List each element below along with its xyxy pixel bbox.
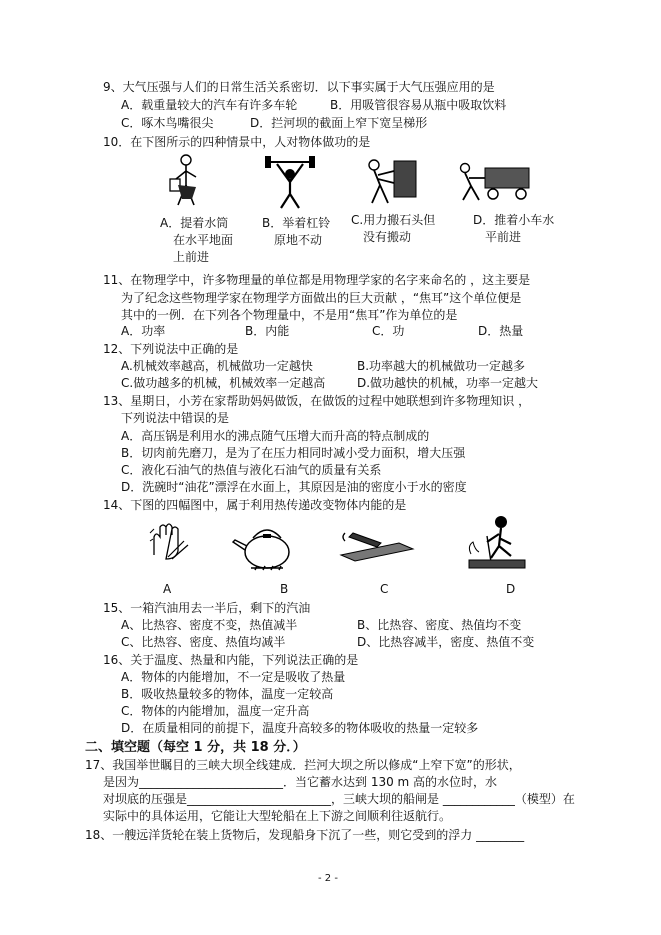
q12-option-a: A.机械效率越高，机械做功一定越快 [121, 359, 313, 373]
figure-holding-barbell [263, 154, 317, 210]
q13-option-b: B．切肉前先磨刀，是为了在压力相同时减小受力面积，增大压强 [121, 446, 466, 460]
q11-option-d: D．热量 [478, 324, 524, 338]
q10-caption-d1: D．推着小车水 [473, 213, 555, 227]
q17-line-4: 实际中的具体运用，它能让大型轮船在上下游之间顺利往返航行。 [103, 809, 452, 823]
q10-caption-a2: 在水平地面 [173, 233, 234, 247]
q15-option-d: D、比热容减半，密度、热值不变 [357, 635, 535, 649]
q13-option-c: C．液化石油气的热值与液化石油气的质量有关系 [121, 463, 382, 477]
q13-option-a: A．高压锅是利用水的沸点随气压增大而升高的特点制成的 [121, 429, 430, 443]
q12-option-b: B.功率越大的机械做功一定越多 [357, 359, 526, 373]
figure-kettle-on-stove [229, 520, 299, 572]
q15-option-b: B、比热容、密度、热值均不变 [357, 618, 522, 632]
figure-rubbing-hands [148, 521, 194, 563]
q15-option-a: A、比热容、密度不变，热值减半 [121, 618, 298, 632]
section-2-title: 二、填空题（每空 1 分，共 18 分．） [85, 740, 306, 755]
figure-drilling-wood-fire [461, 512, 531, 574]
q18-line-1: 18、一艘远洋货轮在装上货物后，发现船身下沉了一些，则它受到的浮力 ________ [85, 828, 525, 842]
q17-line-3: 对坝底的压强是________________________，三峡大坝的船闸是 ____________（模型）在 [103, 792, 575, 806]
q11-option-a: A．功率 [121, 324, 166, 338]
q13-line-1: 13、星期日，小芳在家帮助妈妈做饭，在做饭的过程中她联想到许多物理知识 ， [103, 394, 531, 408]
q14-caption-a: A [163, 582, 172, 596]
q11-line-3: 其中的一例．在下列各个物理量中，不是用“焦耳”作为单位的是 [121, 308, 458, 322]
q17-line-1: 17、我国举世瞩目的三峡大坝全线建成．拦河大坝之所以修成“上窄下宽”的形状， [85, 758, 521, 772]
q14-caption-b: B [280, 582, 289, 596]
q13-option-d: D．洗碗时“油花”漂浮在水面上，其原因是油的密度小于水的密度 [121, 480, 467, 494]
q14-caption-d: D [506, 582, 516, 596]
q14-caption-c: C [380, 582, 389, 596]
q16-option-a: A．物体的内能增加，不一定是吸收了热量 [121, 670, 346, 684]
q9-option-c: C．啄木鸟嘴很尖 [121, 116, 214, 130]
q10-caption-c2: 没有搬动 [363, 230, 412, 244]
figure-pushing-stone [360, 155, 420, 207]
q9-option-b: B．用吸管很容易从瓶中吸取饮料 [330, 98, 507, 112]
q10-caption-c1: C.用力搬石头但 [351, 213, 436, 227]
q14-stem: 14、下图的四幅图中，属于利用热传递改变物体内能的是 [103, 498, 407, 512]
q9-stem: 9、大气压强与人们的日常生活关系密切．以下事实属于大气压强应用的是 [103, 80, 495, 94]
figure-pushing-cart [455, 160, 533, 204]
q11-line-2: 为了纪念这些物理学家在物理学方面做出的巨大贡献 ，“焦耳”这个单位便是 [121, 291, 522, 305]
q13-line-2: 下列说法中错误的是 [121, 411, 230, 425]
q17-line-2: 是因为________________________．当它蓄水达到 130 m 高的水位时，水 [103, 775, 498, 789]
q16-stem: 16、关于温度、热量和内能，下列说法正确的是 [103, 653, 359, 667]
q9-option-a: A．载重量较大的汽车有许多车轮 [121, 98, 298, 112]
q15-option-c: C、比热容、密度、热值均减半 [121, 635, 286, 649]
q11-option-b: B．内能 [245, 324, 290, 338]
q10-caption-d2: 平前进 [485, 230, 522, 244]
q10-stem: 10．在下图所示的四种情景中，人对物体做功的是 [103, 135, 371, 149]
q10-caption-a1: A．提着水筒 [160, 216, 229, 230]
figure-carrying-bucket [162, 153, 212, 209]
q16-option-c: C．物体的内能增加，温度一定升高 [121, 704, 310, 718]
q15-stem: 15、一箱汽油用去一半后，剩下的汽油 [103, 601, 311, 615]
q10-caption-a3: 上前进 [173, 250, 210, 264]
q10-caption-b1: B．举着杠铃 [262, 216, 331, 230]
q12-option-c: C.做功越多的机械，机械效率一定越高 [121, 376, 326, 390]
figure-saw-and-wood [339, 529, 417, 563]
q9-option-d: D．拦河坝的截面上窄下宽呈梯形 [250, 116, 428, 130]
q10-caption-b2: 原地不动 [274, 233, 323, 247]
q11-option-c: C．功 [372, 324, 405, 338]
q16-option-b: B．吸收热量较多的物体，温度一定较高 [121, 687, 334, 701]
q12-option-d: D.做功越快的机械，功率一定越大 [357, 376, 539, 390]
q12-stem: 12、下列说法中正确的是 [103, 342, 239, 356]
q16-option-d: D．在质量相同的前提下，温度升高较多的物体吸收的热量一定较多 [121, 721, 479, 735]
page-number: - 2 - [318, 873, 338, 884]
q11-line-1: 11、在物理学中，许多物理量的单位都是用物理学家的名字来命名的 ，这主要是 [103, 273, 531, 287]
